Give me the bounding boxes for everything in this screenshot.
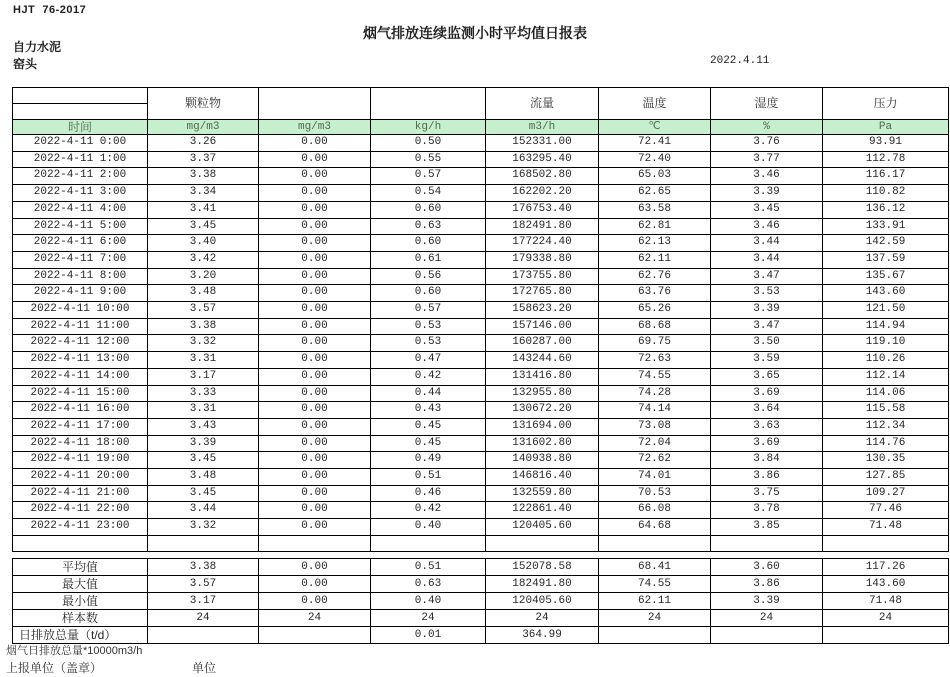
hourly-row	[13, 418, 949, 435]
summary-value-cell: 0.01	[371, 626, 486, 643]
value-cell: 3.59	[711, 352, 823, 369]
page-title: 烟气排放连续监测小时平均值日报表	[363, 25, 587, 41]
time-cell: 2022-4-11 19:00	[13, 452, 148, 469]
value-cell: 3.47	[711, 318, 823, 335]
value-cell: 62.76	[599, 268, 711, 285]
value-cell: 173755.80	[486, 268, 599, 285]
value-cell: 146816.40	[486, 469, 599, 486]
value-cell: 63.76	[599, 285, 711, 302]
value-cell: 3.85	[711, 519, 823, 536]
time-cell: 2022-4-11 1:00	[13, 151, 148, 168]
summary-value-cell: 24	[148, 609, 259, 626]
value-cell: 131416.80	[486, 368, 599, 385]
value-cell: 3.69	[711, 435, 823, 452]
value-cell: 0.51	[371, 469, 486, 486]
value-cell: 66.08	[599, 502, 711, 519]
header-time: 时间	[13, 120, 148, 135]
value-cell: 0.00	[259, 418, 371, 435]
value-cell: 0.00	[259, 302, 371, 319]
value-cell: 62.11	[599, 251, 711, 268]
value-cell: 114.06	[823, 385, 949, 402]
summary-value-cell: 143.60	[823, 575, 949, 592]
value-cell: 0.00	[259, 201, 371, 218]
value-cell: 3.46	[711, 218, 823, 235]
hourly-row	[13, 485, 949, 502]
value-cell: 3.38	[148, 168, 259, 185]
value-cell: 114.76	[823, 435, 949, 452]
hourly-row	[13, 185, 949, 202]
value-cell: 3.34	[148, 185, 259, 202]
summary-value-cell: 3.38	[148, 558, 259, 575]
unit-mgm3: mg/m3	[259, 120, 371, 135]
value-cell: 120405.60	[486, 519, 599, 536]
header-temperature: 温度	[599, 88, 711, 120]
hourly-row	[13, 251, 949, 268]
time-cell: 2022-4-11 0:00	[13, 135, 148, 152]
summary-value-cell: 24	[486, 609, 599, 626]
value-cell: 77.46	[823, 502, 949, 519]
hourly-row	[13, 368, 949, 385]
value-cell: 0.00	[259, 469, 371, 486]
summary-value-cell: 3.39	[711, 592, 823, 609]
value-cell: 0.42	[371, 502, 486, 519]
value-cell: 0.44	[371, 385, 486, 402]
value-cell: 3.48	[148, 285, 259, 302]
value-cell: 71.48	[823, 519, 949, 536]
unit-m3h: m3/h	[486, 120, 599, 135]
time-cell: 2022-4-11 13:00	[13, 352, 148, 369]
value-cell: 3.20	[148, 268, 259, 285]
value-cell: 143.60	[823, 285, 949, 302]
summary-label-cell: 最小值	[13, 592, 148, 609]
value-cell: 3.64	[711, 402, 823, 419]
value-cell: 3.26	[148, 135, 259, 152]
unit-pm-mgm3: mg/m3	[148, 120, 259, 135]
value-cell: 0.00	[259, 285, 371, 302]
value-cell: 0.56	[371, 268, 486, 285]
summary-value-cell	[823, 626, 949, 643]
value-cell: 133.91	[823, 218, 949, 235]
unit-kgh: kg/h	[371, 120, 486, 135]
header-group-row	[13, 88, 949, 104]
hourly-row	[13, 502, 949, 519]
empty-row	[13, 535, 949, 551]
value-cell: 74.55	[599, 368, 711, 385]
value-cell: 3.53	[711, 285, 823, 302]
header-pressure: 压力	[823, 88, 949, 120]
value-cell: 140938.80	[486, 452, 599, 469]
value-cell: 72.62	[599, 452, 711, 469]
summary-value-cell: 3.60	[711, 558, 823, 575]
value-cell: 65.03	[599, 168, 711, 185]
value-cell: 3.65	[711, 368, 823, 385]
value-cell: 0.43	[371, 402, 486, 419]
value-cell: 157146.00	[486, 318, 599, 335]
value-cell: 176753.40	[486, 201, 599, 218]
time-cell: 2022-4-11 7:00	[13, 251, 148, 268]
value-cell: 112.14	[823, 368, 949, 385]
unit-celsius: ℃	[599, 120, 711, 135]
value-cell: 0.00	[259, 368, 371, 385]
summary-row	[13, 592, 949, 609]
value-cell: 0.00	[259, 385, 371, 402]
time-cell: 2022-4-11 12:00	[13, 335, 148, 352]
time-cell: 2022-4-11 17:00	[13, 418, 148, 435]
hourly-row	[13, 168, 949, 185]
summary-value-cell: 0.00	[259, 558, 371, 575]
time-cell: 2022-4-11 23:00	[13, 519, 148, 536]
report-date: 2022.4.11	[710, 55, 770, 67]
time-cell: 2022-4-11 4:00	[13, 201, 148, 218]
time-cell: 2022-4-11 14:00	[13, 368, 148, 385]
value-cell: 110.26	[823, 352, 949, 369]
value-cell: 172765.80	[486, 285, 599, 302]
summary-value-cell: 364.99	[486, 626, 599, 643]
value-cell: 0.00	[259, 519, 371, 536]
unit-percent: %	[711, 120, 823, 135]
value-cell: 69.75	[599, 335, 711, 352]
footer-report-unit-label: 上报单位（盖章）	[6, 661, 103, 675]
unit-pa: Pa	[823, 120, 949, 135]
value-cell: 3.44	[711, 235, 823, 252]
summary-label-cell: 最大值	[13, 575, 148, 592]
summary-value-cell: 0.51	[371, 558, 486, 575]
value-cell: 3.44	[711, 251, 823, 268]
hourly-row	[13, 385, 949, 402]
value-cell: 130672.20	[486, 402, 599, 419]
value-cell: 0.53	[371, 335, 486, 352]
value-cell: 121.50	[823, 302, 949, 319]
summary-value-cell: 24	[599, 609, 711, 626]
value-cell: 179338.80	[486, 251, 599, 268]
value-cell: 3.50	[711, 335, 823, 352]
value-cell: 0.00	[259, 268, 371, 285]
value-cell: 0.55	[371, 151, 486, 168]
value-cell: 0.63	[371, 218, 486, 235]
value-cell: 72.04	[599, 435, 711, 452]
value-cell: 3.86	[711, 469, 823, 486]
value-cell: 119.10	[823, 335, 949, 352]
value-cell: 3.39	[148, 435, 259, 452]
hourly-row	[13, 235, 949, 252]
value-cell: 68.68	[599, 318, 711, 335]
summary-value-cell: 3.86	[711, 575, 823, 592]
value-cell: 130.35	[823, 452, 949, 469]
value-cell: 3.17	[148, 368, 259, 385]
value-cell: 0.00	[259, 452, 371, 469]
header-particulate: 颗粒物	[148, 88, 259, 120]
units-row	[13, 120, 949, 135]
value-cell: 0.57	[371, 168, 486, 185]
value-cell: 0.61	[371, 251, 486, 268]
time-cell: 2022-4-11 16:00	[13, 402, 148, 419]
value-cell: 3.45	[148, 485, 259, 502]
time-cell: 2022-4-11 20:00	[13, 469, 148, 486]
value-cell: 152331.00	[486, 135, 599, 152]
value-cell: 3.48	[148, 469, 259, 486]
value-cell: 0.00	[259, 485, 371, 502]
value-cell: 70.53	[599, 485, 711, 502]
summary-value-cell: 117.26	[823, 558, 949, 575]
value-cell: 3.41	[148, 201, 259, 218]
value-cell: 0.60	[371, 201, 486, 218]
time-cell: 2022-4-11 6:00	[13, 235, 148, 252]
hourly-row	[13, 435, 949, 452]
value-cell: 74.01	[599, 469, 711, 486]
monitoring-point: 窑头	[13, 57, 38, 71]
value-cell: 3.57	[148, 302, 259, 319]
summary-row	[13, 626, 949, 643]
time-cell: 2022-4-11 15:00	[13, 385, 148, 402]
hourly-row	[13, 218, 949, 235]
value-cell: 3.32	[148, 519, 259, 536]
header-empty-top-cell	[13, 88, 148, 104]
value-cell: 135.67	[823, 268, 949, 285]
footer-unit-label: 单位	[192, 661, 217, 675]
hourly-row	[13, 268, 949, 285]
value-cell: 62.13	[599, 235, 711, 252]
value-cell: 0.40	[371, 519, 486, 536]
value-cell: 3.37	[148, 151, 259, 168]
value-cell: 0.00	[259, 318, 371, 335]
value-cell: 3.31	[148, 352, 259, 369]
value-cell: 0.00	[259, 185, 371, 202]
value-cell: 115.58	[823, 402, 949, 419]
value-cell: 64.68	[599, 519, 711, 536]
header-flow: 流量	[486, 88, 599, 120]
summary-value-cell: 152078.58	[486, 558, 599, 575]
summary-value-cell: 24	[371, 609, 486, 626]
value-cell: 110.82	[823, 185, 949, 202]
value-cell: 0.45	[371, 418, 486, 435]
value-cell: 112.78	[823, 151, 949, 168]
value-cell: 3.47	[711, 268, 823, 285]
value-cell: 0.00	[259, 135, 371, 152]
value-cell: 0.49	[371, 452, 486, 469]
time-cell: 2022-4-11 9:00	[13, 285, 148, 302]
value-cell: 0.47	[371, 352, 486, 369]
value-cell: 158623.20	[486, 302, 599, 319]
time-cell: 2022-4-11 11:00	[13, 318, 148, 335]
value-cell: 0.00	[259, 435, 371, 452]
summary-value-cell	[711, 626, 823, 643]
summary-value-cell: 24	[711, 609, 823, 626]
value-cell: 62.81	[599, 218, 711, 235]
summary-value-cell: 0.63	[371, 575, 486, 592]
value-cell: 65.26	[599, 302, 711, 319]
hourly-row	[13, 318, 949, 335]
value-cell: 3.31	[148, 402, 259, 419]
value-cell: 143244.60	[486, 352, 599, 369]
value-cell: 137.59	[823, 251, 949, 268]
value-cell: 3.40	[148, 235, 259, 252]
value-cell: 3.39	[711, 185, 823, 202]
summary-value-cell	[259, 626, 371, 643]
summary-value-cell: 0.00	[259, 592, 371, 609]
footer-note: 烟气日排放总量*10000m3/h	[6, 645, 143, 657]
value-cell: 3.42	[148, 251, 259, 268]
hourly-row	[13, 452, 949, 469]
value-cell: 0.00	[259, 251, 371, 268]
value-cell: 127.85	[823, 469, 949, 486]
value-cell: 0.46	[371, 485, 486, 502]
summary-label-cell: 平均值	[13, 558, 148, 575]
summary-value-cell: 68.41	[599, 558, 711, 575]
value-cell: 0.60	[371, 285, 486, 302]
value-cell: 74.28	[599, 385, 711, 402]
hourly-row	[13, 469, 949, 486]
value-cell: 62.65	[599, 185, 711, 202]
hourly-row	[13, 519, 949, 536]
summary-value-cell: 24	[823, 609, 949, 626]
value-cell: 0.00	[259, 235, 371, 252]
hourly-row	[13, 402, 949, 419]
hourly-rows	[13, 135, 949, 536]
summary-row	[13, 558, 949, 575]
value-cell: 3.32	[148, 335, 259, 352]
summary-row	[13, 575, 949, 592]
value-cell: 0.60	[371, 235, 486, 252]
hourly-row	[13, 151, 949, 168]
summary-value-cell: 74.55	[599, 575, 711, 592]
value-cell: 3.69	[711, 385, 823, 402]
value-cell: 72.40	[599, 151, 711, 168]
value-cell: 112.34	[823, 418, 949, 435]
value-cell: 131694.00	[486, 418, 599, 435]
value-cell: 109.27	[823, 485, 949, 502]
value-cell: 0.45	[371, 435, 486, 452]
hourly-row	[13, 335, 949, 352]
value-cell: 0.00	[259, 168, 371, 185]
value-cell: 0.00	[259, 335, 371, 352]
value-cell: 142.59	[823, 235, 949, 252]
value-cell: 3.45	[148, 218, 259, 235]
summary-value-cell: 62.11	[599, 592, 711, 609]
value-cell: 74.14	[599, 402, 711, 419]
value-cell: 131602.80	[486, 435, 599, 452]
value-cell: 177224.40	[486, 235, 599, 252]
value-cell: 3.45	[148, 452, 259, 469]
value-cell: 3.45	[711, 201, 823, 218]
value-cell: 132559.80	[486, 485, 599, 502]
doc-code: HJT 76-2017	[13, 4, 87, 16]
header-humidity: 湿度	[711, 88, 823, 120]
value-cell: 63.58	[599, 201, 711, 218]
summary-value-cell: 182491.80	[486, 575, 599, 592]
summary-value-cell: 120405.60	[486, 592, 599, 609]
summary-value-cell: 0.00	[259, 575, 371, 592]
table-header	[13, 88, 949, 135]
value-cell: 0.00	[259, 218, 371, 235]
value-cell: 0.54	[371, 185, 486, 202]
value-cell: 0.00	[259, 151, 371, 168]
value-cell: 3.75	[711, 485, 823, 502]
time-cell: 2022-4-11 22:00	[13, 502, 148, 519]
value-cell: 162202.20	[486, 185, 599, 202]
header-blank-2	[371, 88, 486, 120]
time-cell: 2022-4-11 21:00	[13, 485, 148, 502]
time-cell: 2022-4-11 5:00	[13, 218, 148, 235]
value-cell: 73.08	[599, 418, 711, 435]
time-cell: 2022-4-11 8:00	[13, 268, 148, 285]
summary-value-cell: 3.17	[148, 592, 259, 609]
value-cell: 0.00	[259, 502, 371, 519]
separator-rows	[13, 535, 949, 558]
value-cell: 0.53	[371, 318, 486, 335]
value-cell: 3.38	[148, 318, 259, 335]
summary-value-cell: 0.40	[371, 592, 486, 609]
value-cell: 116.17	[823, 168, 949, 185]
summary-value-cell	[148, 626, 259, 643]
value-cell: 3.84	[711, 452, 823, 469]
value-cell: 122861.40	[486, 502, 599, 519]
time-cell: 2022-4-11 18:00	[13, 435, 148, 452]
value-cell: 3.43	[148, 418, 259, 435]
value-cell: 182491.80	[486, 218, 599, 235]
header-empty-bottom-cell	[13, 104, 148, 120]
value-cell: 0.00	[259, 402, 371, 419]
value-cell: 0.42	[371, 368, 486, 385]
value-cell: 163295.40	[486, 151, 599, 168]
summary-row	[13, 609, 949, 626]
time-cell: 2022-4-11 10:00	[13, 302, 148, 319]
value-cell: 3.46	[711, 168, 823, 185]
value-cell: 168502.80	[486, 168, 599, 185]
gap-row	[13, 551, 949, 558]
summary-label-cell: 日排放总量（t/d）	[13, 626, 148, 643]
summary-label-cell: 样本数	[13, 609, 148, 626]
value-cell: 0.00	[259, 352, 371, 369]
summary-value-cell: 71.48	[823, 592, 949, 609]
value-cell: 3.39	[711, 302, 823, 319]
value-cell: 0.50	[371, 135, 486, 152]
value-cell: 132955.80	[486, 385, 599, 402]
value-cell: 72.41	[599, 135, 711, 152]
value-cell: 3.77	[711, 151, 823, 168]
value-cell: 160287.00	[486, 335, 599, 352]
company-name: 自力水泥	[13, 40, 62, 54]
value-cell: 114.94	[823, 318, 949, 335]
hourly-row	[13, 352, 949, 369]
hourly-row	[13, 285, 949, 302]
summary-value-cell: 24	[259, 609, 371, 626]
header-blank-1	[259, 88, 371, 120]
value-cell: 3.44	[148, 502, 259, 519]
report-table	[12, 87, 949, 644]
value-cell: 93.91	[823, 135, 949, 152]
value-cell: 72.63	[599, 352, 711, 369]
value-cell: 3.76	[711, 135, 823, 152]
summary-rows	[13, 558, 949, 643]
summary-value-cell: 3.57	[148, 575, 259, 592]
hourly-row	[13, 302, 949, 319]
value-cell: 3.78	[711, 502, 823, 519]
value-cell: 136.12	[823, 201, 949, 218]
hourly-row	[13, 201, 949, 218]
value-cell: 3.33	[148, 385, 259, 402]
summary-value-cell	[599, 626, 711, 643]
time-cell: 2022-4-11 2:00	[13, 168, 148, 185]
value-cell: 3.63	[711, 418, 823, 435]
value-cell: 0.57	[371, 302, 486, 319]
hourly-row	[13, 135, 949, 152]
time-cell: 2022-4-11 3:00	[13, 185, 148, 202]
